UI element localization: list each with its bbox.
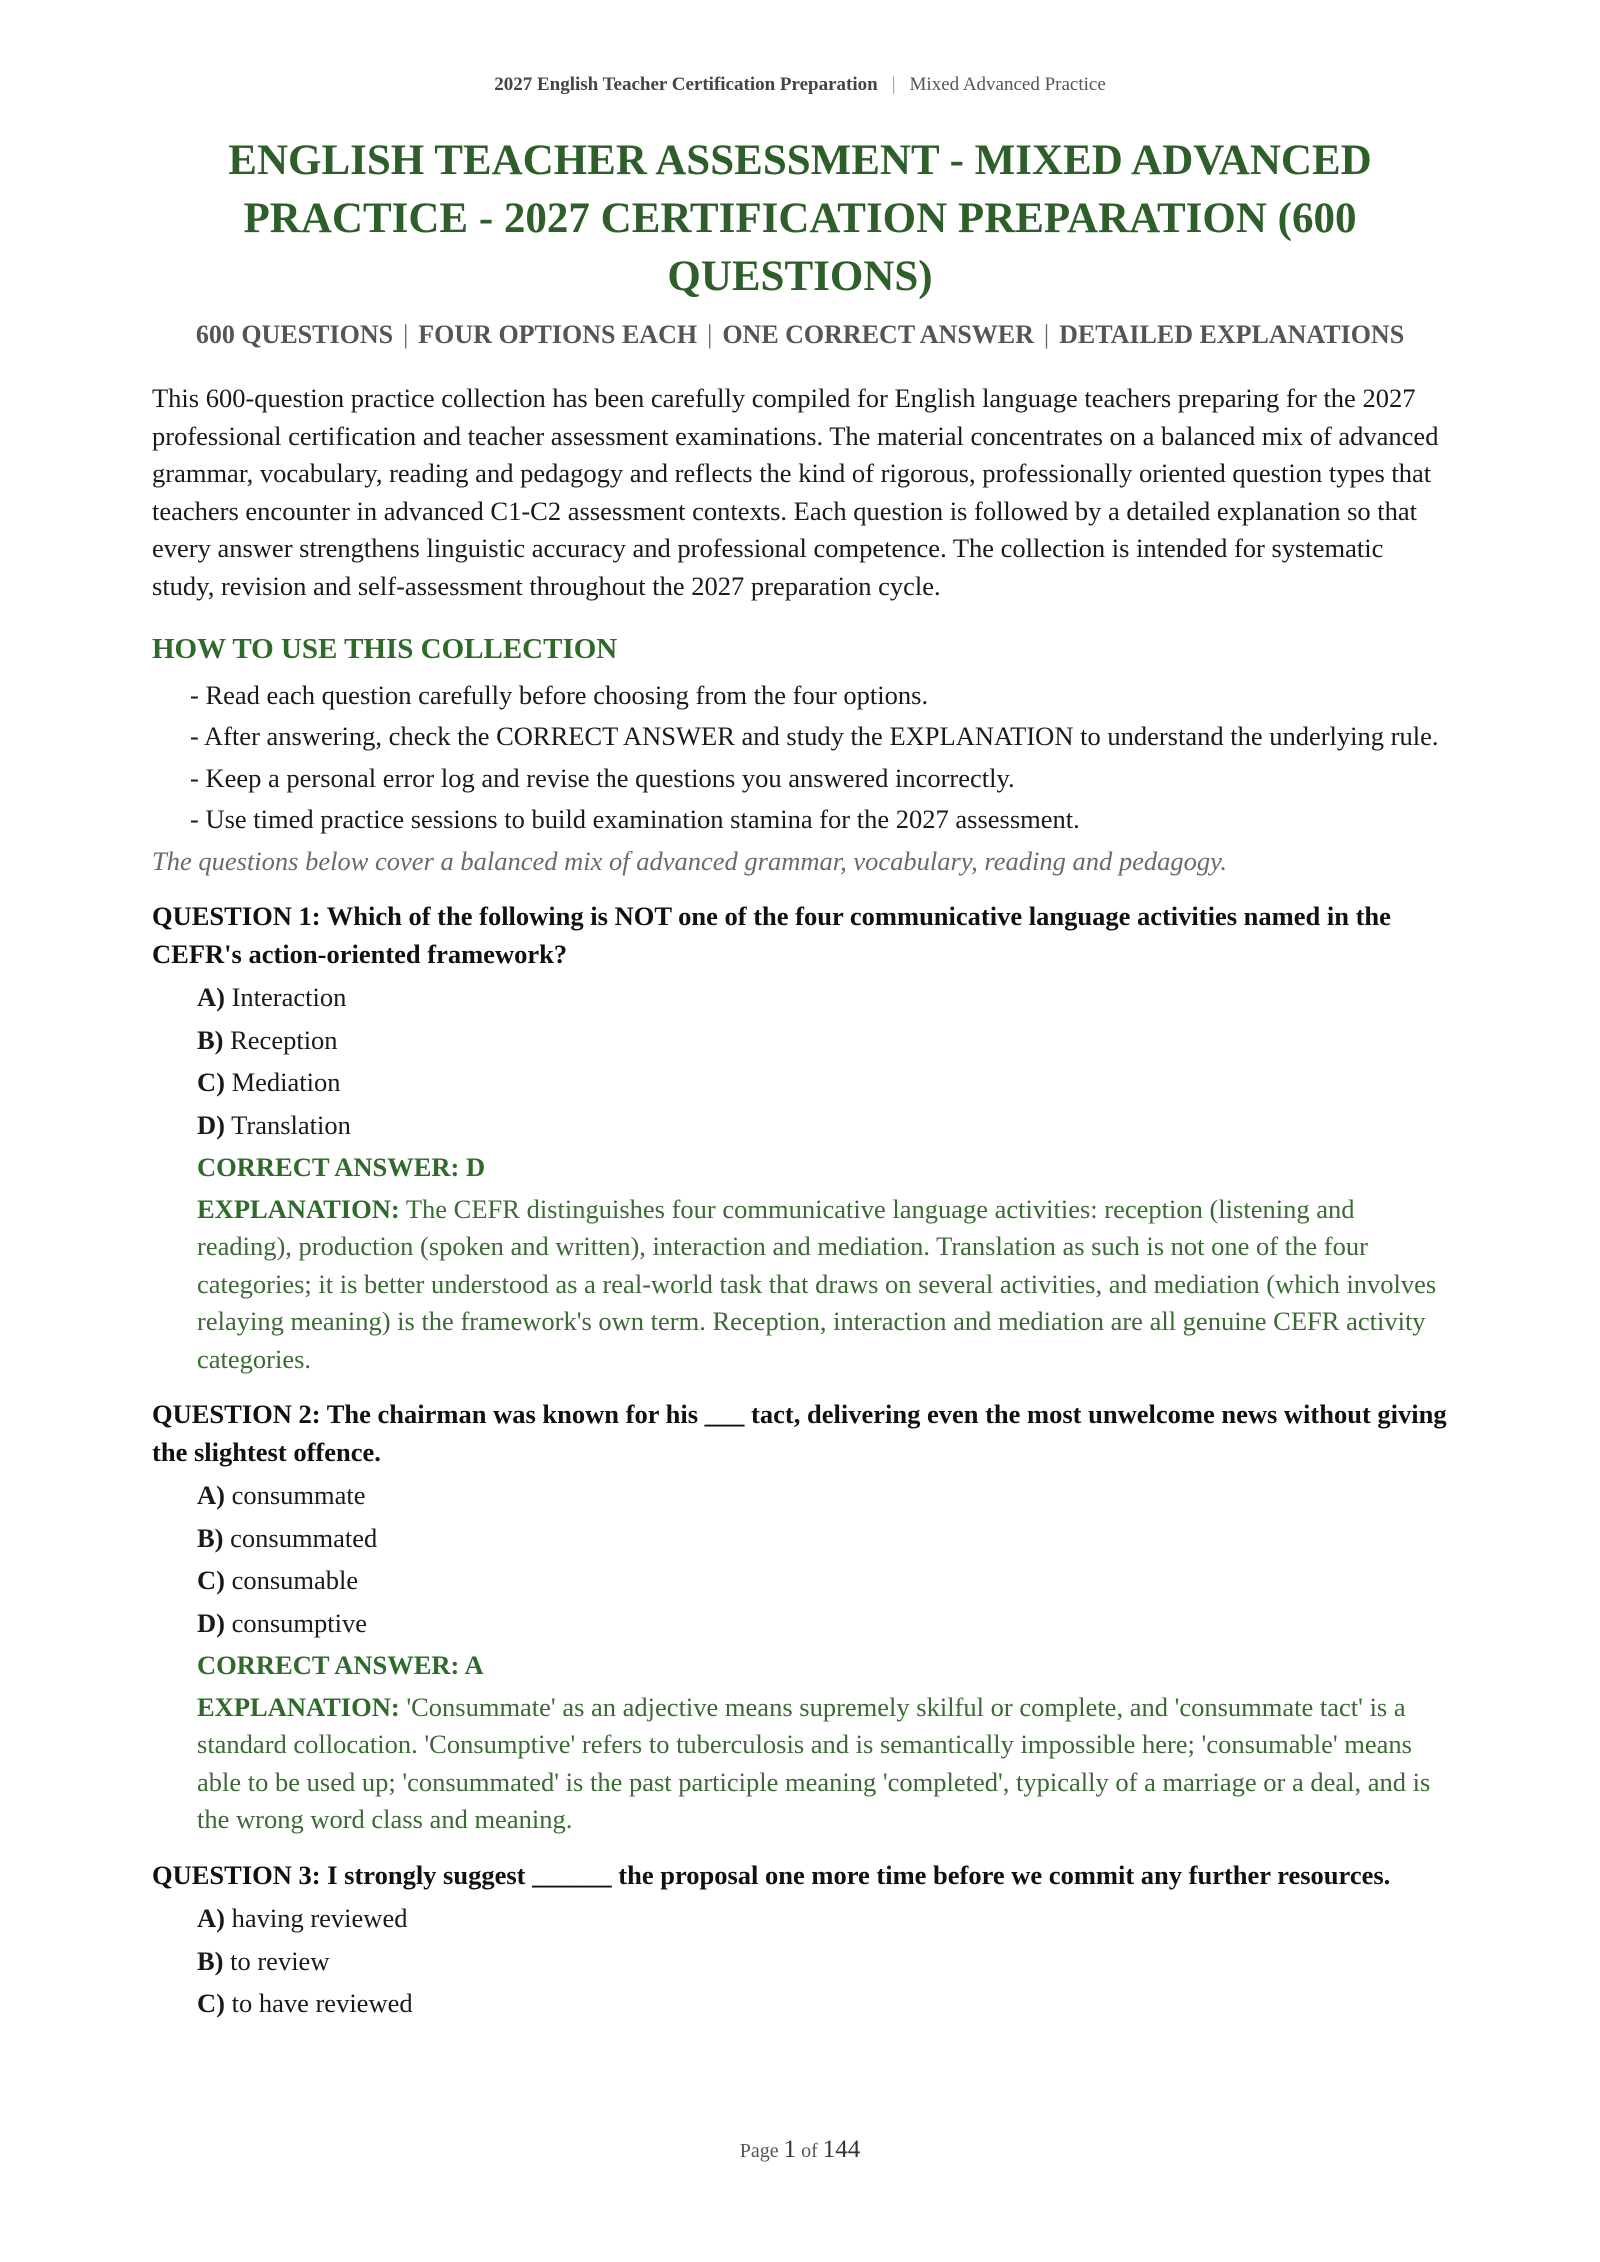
running-header-separator: | bbox=[891, 74, 896, 95]
explanation-label: EXPLANATION: bbox=[197, 1193, 400, 1224]
subtitle-separator: | bbox=[403, 320, 409, 349]
how-to-use-item: - Keep a personal error log and revise the questions you answered incorrectly. bbox=[190, 762, 1015, 793]
option-text: having reviewed bbox=[231, 1903, 408, 1933]
how-to-use-item: - Read each question carefully before choosing from the four options. bbox=[190, 679, 929, 710]
correct-answer-label: CORRECT ANSWER: bbox=[197, 1152, 460, 1182]
question-text: QUESTION 2: The chairman was known for his ___ tact, delivering even the most unwelcome news without giving the slightest offence. bbox=[152, 1399, 1447, 1467]
correct-answer-value: A bbox=[464, 1650, 484, 1680]
option-text: consummated bbox=[230, 1522, 378, 1553]
option-letter: B) bbox=[197, 1945, 224, 1976]
running-header bbox=[0, 74, 1600, 96]
question-block bbox=[152, 1857, 1452, 2023]
subtitle-part: ONE CORRECT ANSWER bbox=[722, 320, 1034, 349]
page-footer bbox=[0, 2136, 1600, 2164]
running-header-right: Mixed Advanced Practice bbox=[909, 74, 1106, 95]
option-text: Reception bbox=[230, 1024, 338, 1055]
correct-answer bbox=[197, 1647, 1452, 1685]
total-page-number: 144 bbox=[822, 2136, 861, 2163]
option-text: Mediation bbox=[231, 1067, 341, 1097]
correct-answer bbox=[197, 1149, 1452, 1187]
subtitle-separator: | bbox=[707, 320, 713, 349]
explanation-text: The CEFR distinguishes four communicative language activities: reception (listening and reading), production (spoken and written), interaction and mediation. Translation as such is not one of the four categories; it is better understood as a real-world task that draws on several activities, and mediation (which involves relaying meaning) is the framework's own term. Reception, interaction and mediation are all genuine CEFR activity categories. bbox=[197, 1193, 1437, 1374]
option-letter: C) bbox=[197, 1067, 225, 1097]
subtitle-part: 600 QUESTIONS bbox=[195, 320, 394, 349]
option-b bbox=[197, 1943, 1452, 1981]
correct-answer-value: D bbox=[465, 1152, 486, 1182]
option-c bbox=[197, 1562, 1452, 1600]
option-text: Interaction bbox=[231, 982, 347, 1012]
main-content bbox=[152, 380, 1452, 2041]
question-block bbox=[152, 898, 1452, 1378]
option-letter: C) bbox=[197, 1565, 225, 1595]
option-a bbox=[197, 1477, 1452, 1515]
option-b bbox=[197, 1022, 1452, 1060]
explanation-label: EXPLANATION: bbox=[197, 1691, 400, 1722]
option-text: consumable bbox=[231, 1565, 359, 1595]
option-c bbox=[197, 1985, 1452, 2023]
option-d bbox=[197, 1605, 1452, 1643]
option-letter: C) bbox=[197, 1988, 225, 2018]
option-d bbox=[197, 1107, 1452, 1145]
subtitle-part: FOUR OPTIONS EACH bbox=[418, 320, 698, 349]
option-a bbox=[197, 1900, 1452, 1938]
explanation-text: 'Consummate' as an adjective means supremely skilful or complete, and 'consummate tact' is a standard collocation. 'Consumptive' refers to tuberculosis and is semantically impossible here; 'consumable' means able to be used up; 'consummated' is the past participle meaning 'completed', typically of a marriage or a deal, and is the wrong word class and meaning. bbox=[197, 1691, 1431, 1834]
option-letter: B) bbox=[197, 1024, 224, 1055]
option-a bbox=[197, 979, 1452, 1017]
option-letter: B) bbox=[197, 1522, 224, 1553]
option-c bbox=[197, 1064, 1452, 1102]
correct-answer-label: CORRECT ANSWER: bbox=[197, 1650, 460, 1680]
document-subtitle bbox=[100, 320, 1500, 350]
subtitle-part: DETAILED EXPLANATIONS bbox=[1059, 320, 1405, 349]
how-to-use-item: - After answering, check the CORRECT ANSWER and study the EXPLANATION to understand the underlying rule. bbox=[190, 721, 1439, 751]
option-text: Translation bbox=[231, 1109, 351, 1140]
document-title: ENGLISH TEACHER ASSESSMENT - MIXED ADVANCED PRACTICE - 2027 CERTIFICATION PREPARATION (600 QUESTIONS) bbox=[228, 137, 1372, 300]
page-word: Page bbox=[739, 2140, 779, 2162]
option-text: to review bbox=[230, 1945, 330, 1976]
option-letter: D) bbox=[197, 1109, 225, 1140]
option-text: consummate bbox=[231, 1480, 366, 1510]
question-block bbox=[152, 1396, 1452, 1839]
coverage-note: The questions below cover a balanced mix of advanced grammar, vocabulary, reading and pedagogy. bbox=[152, 845, 1228, 876]
explanation bbox=[197, 1191, 1452, 1379]
current-page-number: 1 bbox=[783, 2136, 797, 2163]
option-letter: A) bbox=[197, 1480, 225, 1510]
option-letter: A) bbox=[197, 1903, 225, 1933]
explanation bbox=[197, 1689, 1452, 1839]
option-text: consumptive bbox=[231, 1607, 368, 1638]
question-text: QUESTION 1: Which of the following is NOT one of the four communicative language activities named in the CEFR's action-oriented framework? bbox=[152, 901, 1391, 969]
option-letter: A) bbox=[197, 982, 225, 1012]
how-to-use-heading: HOW TO USE THIS COLLECTION bbox=[152, 633, 618, 665]
option-letter: D) bbox=[197, 1607, 225, 1638]
question-text: QUESTION 3: I strongly suggest ______ the proposal one more time before we commit any further resources. bbox=[152, 1859, 1391, 1890]
intro-paragraph: This 600-question practice collection has been carefully compiled for English language teachers preparing for the 2027 professional certification and teacher assessment examinations. The material concentrates on a balanced mix of advanced grammar, vocabulary, reading and pedagogy and reflects the kind of rigorous, professionally oriented question types that teachers encounter in advanced C1-C2 assessment contexts. Each question is followed by a detailed explanation so that every answer strengthens linguistic accuracy and professional competence. The collection is intended for systematic study, revision and self-assessment throughout the 2027 preparation cycle. bbox=[152, 383, 1439, 601]
subtitle-separator: | bbox=[1043, 320, 1050, 349]
option-b bbox=[197, 1520, 1452, 1558]
how-to-use-item: - Use timed practice sessions to build examination stamina for the 2027 assessment. bbox=[190, 804, 1080, 834]
running-header-left: 2027 English Teacher Certification Preparation bbox=[494, 74, 878, 95]
option-text: to have reviewed bbox=[231, 1988, 413, 2018]
of-word: of bbox=[801, 2140, 818, 2162]
